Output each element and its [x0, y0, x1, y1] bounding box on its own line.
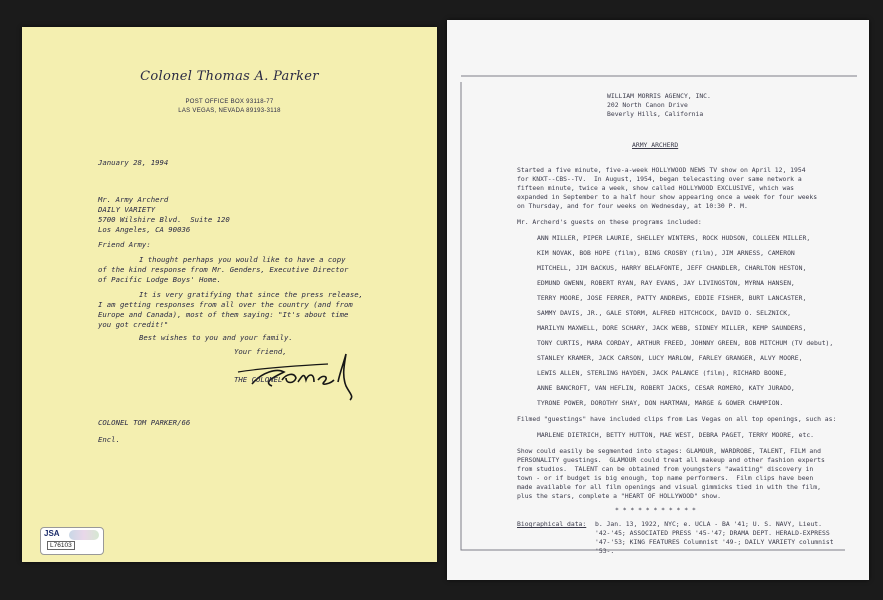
parker-letter [22, 27, 437, 562]
bio-line: '42-'45; ASSOCIATED PRESS '45-'47; DRAMA DEPT. HERALD-EXPRESS [595, 529, 830, 537]
intro-line: on Thursday, and for four weeks on Wednesday, at 10:30 P. M. [517, 202, 748, 210]
recipient-line: 5700 Wilshire Blvd. Suite 120 [98, 215, 230, 224]
recipient-line: Mr. Army Archerd [98, 195, 169, 204]
reference-initials: COLONEL TOM PARKER/66 [98, 418, 191, 427]
handwritten-signature [232, 342, 372, 402]
intro-line: expanded in September to a half hour show appearing once a week for four weeks [517, 193, 818, 201]
letterhead-name: Colonel Thomas A. Parker [140, 69, 319, 84]
paragraph1-line: I thought perhaps you would like to have a copy [139, 255, 346, 264]
paragraph1-line: of the kind response from Mr. Genders, Executive Director [98, 265, 349, 274]
jsa-logo: JSA [44, 529, 60, 538]
salutation: Friend Army: [98, 240, 151, 249]
jsa-authentication-sticker [40, 527, 104, 555]
guest-line: TERRY MOORE, JOSE FERRER, PATTY ANDREWS, EDDIE FISHER, BURT LANCASTER, [537, 294, 807, 302]
hologram-icon [69, 530, 99, 540]
segment-line: from studios. TALENT can be obtained from youngsters "awaiting" discovery in [517, 465, 814, 473]
intro-line: Started a five minute, five-a-week HOLLYWOOD NEWS TV show on April 12, 1954 [517, 166, 806, 174]
closing-line: Best wishes to you and your family. [139, 333, 293, 342]
bio-line: '47-'53; KING FEATURES Columnist '49-; DAILY VARIETY columnist [595, 538, 834, 546]
sign-off: Your friend, [234, 347, 287, 356]
guest-line: EDMUND GWENN, ROBERT RYAN, RAY EVANS, JAY LIVINGSTON, MYRNA HANSEN, [537, 279, 795, 287]
filmed-names: MARLENE DIETRICH, BETTY HUTTON, MAE WEST, DEBRA PAGET, TERRY MOORE, etc. [537, 431, 815, 439]
press-release-page [447, 20, 869, 580]
guest-line: STANLEY KRAMER, JACK CARSON, LUCY MARLOW, FARLEY GRANGER, ALVY MOORE, [537, 354, 803, 362]
paragraph2-line: Europe and Canada), most of them saying: "It's about time [98, 310, 349, 319]
bio-label: Biographical data: [517, 520, 587, 528]
letter-date: January 28, 1994 [98, 158, 169, 167]
section-divider: * * * * * * * * * * * [615, 506, 696, 514]
signature-title: THE COLONEL [234, 375, 283, 384]
paragraph2-line: It is very gratifying that since the press release, [139, 290, 364, 299]
filmed-intro: Filmed "guestings" have included clips from Las Vegas on all top openings, such as: [517, 415, 837, 423]
guest-line: ANN MILLER, PIPER LAURIE, SHELLEY WINTERS, ROCK HUDSON, COLLEEN MILLER, [537, 234, 811, 242]
guest-line: MARILYN MAXWELL, DORE SCHARY, JACK WEBB, SIDNEY MILLER, KEMP SAUNDERS, [537, 324, 807, 332]
agency-city: Beverly Hills, California [607, 110, 704, 118]
release-title: ARMY ARCHERD [632, 141, 679, 149]
segment-line: made available for all film openings and visual gimmicks tied in with the film, [517, 483, 821, 491]
guests-intro: Mr. Archerd's guests on these programs included: [517, 218, 702, 226]
agency-name: WILLIAM MORRIS AGENCY, INC. [607, 92, 711, 100]
segment-line: town - or if budget is big enough, top name performers. Film clips have been [517, 474, 814, 482]
recipient-line: DAILY VARIETY [98, 205, 156, 214]
segment-line: Show could easily be segmented into stages: GLAMOUR, WARDROBE, TALENT, FILM and [517, 447, 821, 455]
letterhead-address-line2: LAS VEGAS, NEVADA 89193-3118 [178, 108, 281, 114]
guest-line: MITCHELL, JIM BACKUS, HARRY BELAFONTE, JEFF CHANDLER, CHARLTON HESTON, [537, 264, 807, 272]
paragraph2-line: I am getting responses from all over the country (and from [98, 300, 353, 309]
guest-line: KIM NOVAK, BOB HOPE (film), BING CROSBY (film), JIM ARNESS, CAMERON [537, 249, 795, 257]
letterhead-address-line1: POST OFFICE BOX 93118-77 [185, 99, 274, 105]
paragraph1-line: of Pacific Lodge Boys' Home. [98, 275, 222, 284]
segment-line: PERSONALITY guestings. GLAMOUR could treat all makeup and other fashion experts [517, 456, 825, 464]
guest-line: ANNE BANCROFT, VAN HEFLIN, ROBERT JACKS, CESAR ROMERO, KATY JURADO, [537, 384, 795, 392]
guest-line: TYRONE POWER, DOROTHY SHAY, DON HARTMAN, MARGE & GOWER CHAMPION. [537, 399, 784, 407]
paragraph2-line: you got credit!" [98, 320, 169, 329]
jsa-certificate-number: L76103 [47, 541, 75, 550]
recipient-line: Los Angeles, CA 90036 [98, 225, 191, 234]
bio-line: '53-. [595, 547, 615, 555]
guest-line: LEWIS ALLEN, STERLING HAYDEN, JACK PALANCE (film), RICHARD BOONE, [537, 369, 788, 377]
intro-line: fifteen minute, twice a week, show called HOLLYWOOD EXCLUSIVE, which was [517, 184, 795, 192]
guest-line: TONY CURTIS, MARA CORDAY, ARTHUR FREED, JOHNNY GREEN, BOB MITCHUM (TV debut), [537, 339, 834, 347]
guest-line: SAMMY DAVIS, JR., GALE STORM, ALFRED HITCHCOCK, DAVID O. SELZNICK, [537, 309, 791, 317]
segment-line: plus the stars, complete a "HEART OF HOLLYWOOD" show. [517, 492, 721, 500]
enclosure-note: Encl. [98, 435, 120, 444]
bio-line: b. Jan. 13, 1922, NYC; e. UCLA - BA '41; U. S. NAVY, Lieut. [595, 520, 823, 528]
agency-street: 202 North Canon Drive [607, 101, 688, 109]
intro-line: for KNXT--CBS--TV. In August, 1954, began telecasting over same network a [517, 175, 802, 183]
